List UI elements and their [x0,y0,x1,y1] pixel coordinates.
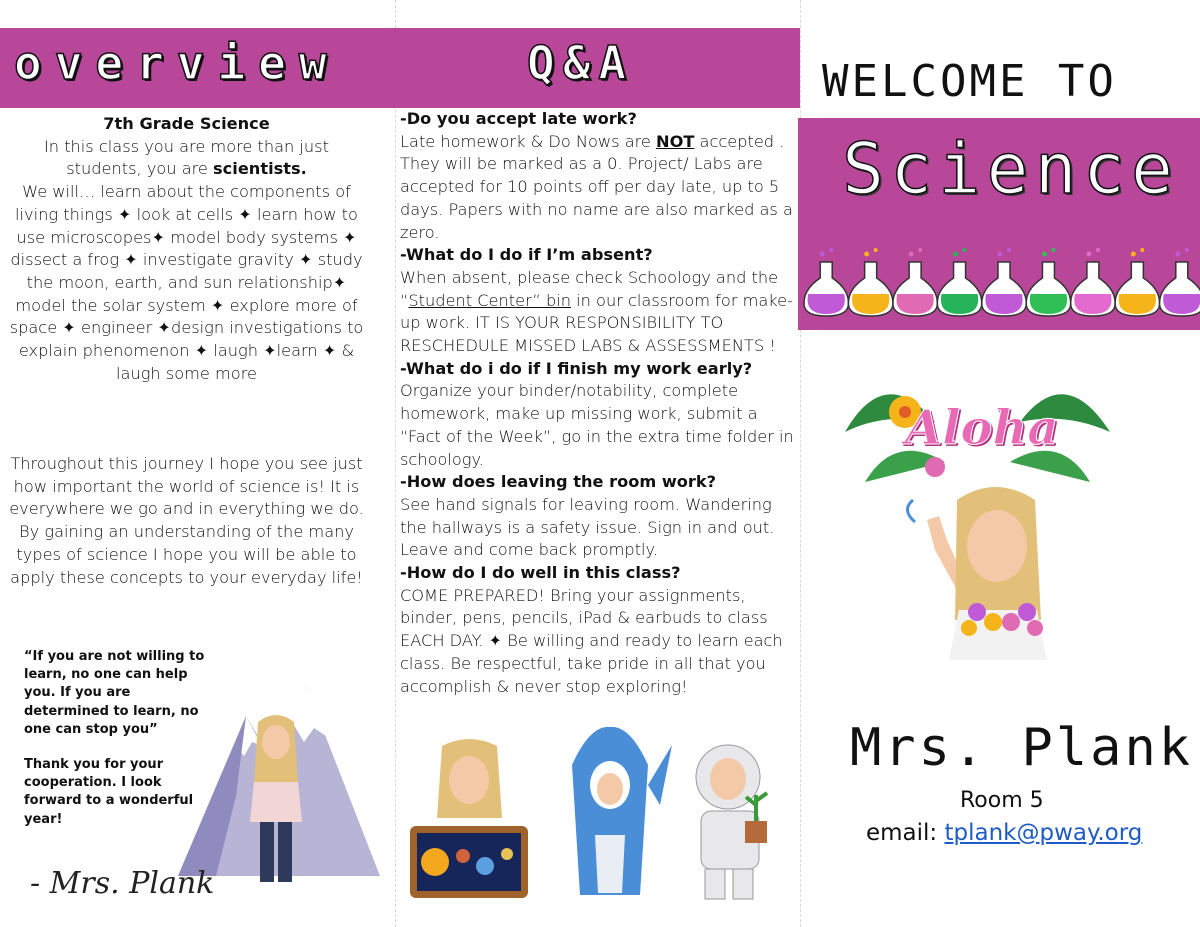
overview-title: overview [14,36,340,90]
wave-hand-icon [907,500,915,522]
astronaut-icon [683,735,783,905]
qa-question: -Do you accept late work? [400,109,637,128]
flask-row [800,248,1200,320]
flask-icon [1026,248,1070,316]
science-title: Science [842,128,1180,210]
overview-journey: Throughout this journey I hope you see just how important the world of science is! It is everywhere we go and in everything we do. By gaining an understanding of the many types of science I hope you will be able to apply these concepts to your everyday life! [9,454,364,587]
shark-icon [550,725,675,905]
bitmoji-waving [895,480,1105,660]
qa-answer [400,267,796,358]
flask-icon [848,248,892,316]
teacher-name: Mrs. Plank [850,718,1194,778]
qa-answer: See hand signals for leaving room. Wandering the hallways is a safety issue. Sign in and out. Leave and come back promptly. [400,494,775,560]
overview-panel [0,0,395,927]
overview-heading: 7th Grade Science [103,114,270,133]
flask-icon [1160,248,1200,316]
overview-intro: In this class you are more than just students, you are [44,136,329,179]
qa-item [400,562,796,698]
email-line [866,820,1142,846]
flask-icon [1115,248,1159,316]
signature: - Mrs. Plank [30,866,215,901]
qa-answer-text: accepted . They will be marked as a 0. Project/ Labs are accepted for 10 points off per day late, up to 5 days. Papers with no name are also marked as a zero. [400,131,793,242]
flask-icon [937,248,981,316]
qa-list [400,108,796,698]
qa-question: -What do i do if I finish my work early? [400,358,753,378]
room-number: Room 5 [960,788,1044,813]
overview-intro-emph: scientists. [213,159,307,179]
qa-question: -What do I do if I’m absent? [400,245,653,265]
qa-answer: COME PREPARED! Bring your assignments, binder, pens, pencils, iPad & earbuds to class EACH DAY. ✦ Be willing and ready to learn each class. Be respectful, take pride in all that you accomplish & never stop exploring! [400,585,783,696]
overview-list: We will… learn about the components of living things ✦ look at cells ✦ learn how to use microscopes✦ model body systems ✦ dissect a frog ✦ investigate gravity ✦ study the moon, earth, and sun relationship✦ model the solar system ✦ explore more of space ✦ engineer ✦design investigations to explain phenomenon ✦ laugh ✦learn ✦ & laugh some more [9,182,364,383]
flask-icon [893,248,937,316]
qa-title: Q&A [527,36,635,90]
qa-answer [400,131,796,245]
qa-answer-emph: Student Center” bin [408,290,571,310]
qa-item [400,471,796,562]
overview-thanks: Thank you for your cooperation. I look forward to a wonderful year! [24,757,194,827]
aloha-text: Aloha [905,400,1059,456]
qa-question: -How do I do well in this class? [400,563,681,583]
bitmoji-standing [236,712,316,892]
welcome-heading: WELCOME TO [822,56,1117,107]
email-link[interactable]: tplank@pway.org [944,820,1143,846]
qa-answer-text: Late homework & Do Nows are [400,131,657,151]
overview-text [8,113,365,385]
flask-icon [982,248,1026,316]
qa-item [400,244,796,358]
qa-question: -How does leaving the room work? [400,472,717,492]
qa-item [400,108,796,244]
qa-answer-text: When absent, please check Schoology and the “ [400,267,779,310]
flask-icon [1071,248,1115,316]
email-label: email: [866,820,945,846]
qa-answer-text: in our classroom for make-up work. IT IS YOUR RESPONSIBILITY TO RESCHEDULE MISSED LABS & ASSESSMENTS ! [400,290,793,356]
qa-answer: Organize your binder/notability, complete homework, make up missing work, submit a “Fact of the Week”, go in the extra time folder in schoology. [400,381,794,469]
qa-answer-emph: NOT [656,131,695,151]
flask-icon [804,248,848,316]
qa-item [400,358,796,472]
overview-quote: “If you are not willing to learn, no one can help you. If you are determined to learn, no one can stop you” [24,649,205,737]
planet-icon [407,738,532,903]
qa-panel [395,0,800,927]
